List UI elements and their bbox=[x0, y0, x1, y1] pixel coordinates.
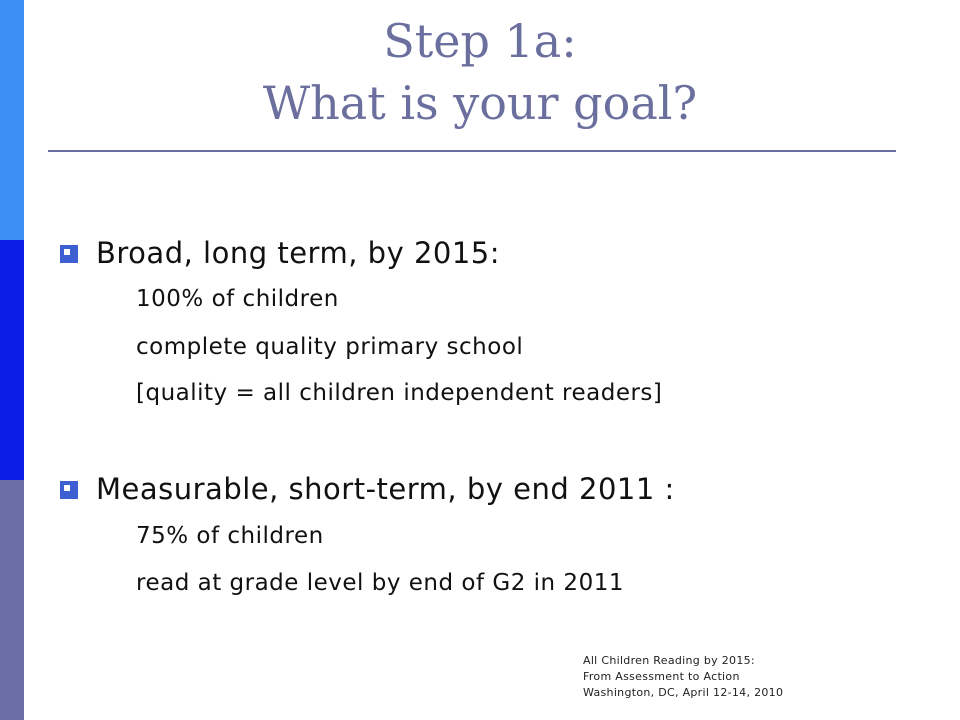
sidebar-accent-bottom bbox=[0, 480, 24, 720]
slide-title-line-2: What is your goal? bbox=[262, 76, 698, 130]
conference-footer bbox=[583, 653, 783, 701]
footer-line: All Children Reading by 2015: bbox=[583, 654, 755, 667]
sidebar-accent-middle bbox=[0, 240, 24, 480]
footer-line: Washington, DC, April 12-14, 2010 bbox=[583, 686, 784, 699]
bullet-detail-line: [quality = all children independent readers] bbox=[136, 380, 663, 406]
footer-line: From Assessment to Action bbox=[583, 670, 740, 683]
bullet-heading: Broad, long term, by 2015: bbox=[96, 236, 501, 270]
title-divider bbox=[48, 150, 896, 152]
bullet-heading: Measurable, short-term, by end 2011 : bbox=[96, 472, 675, 506]
bullet-detail-line: read at grade level by end of G2 in 2011 bbox=[136, 570, 624, 596]
slide-title-line-1: Step 1a: bbox=[383, 14, 577, 68]
square-bullet-icon bbox=[60, 481, 78, 499]
bullet-detail-line: complete quality primary school bbox=[136, 334, 524, 360]
slide-title bbox=[0, 10, 960, 134]
square-bullet-icon bbox=[60, 245, 78, 263]
bullet-detail-line: 75% of children bbox=[136, 523, 324, 549]
bullet-detail-line: 100% of children bbox=[136, 286, 339, 312]
bullet-item-broad-goal bbox=[60, 236, 500, 270]
bullet-item-measurable-goal bbox=[60, 472, 675, 506]
